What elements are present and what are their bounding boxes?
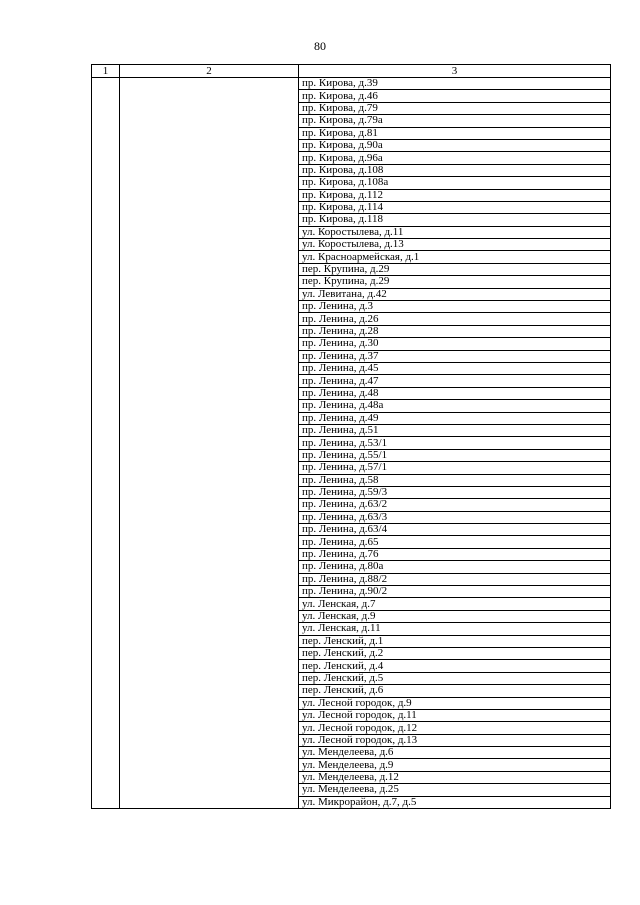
address-cell: пр. Ленина, д.57/1 bbox=[299, 462, 611, 474]
address-cell: ул. Менделеева, д.6 bbox=[299, 747, 611, 759]
cell-col-1 bbox=[92, 177, 120, 189]
cell-col-1 bbox=[92, 561, 120, 573]
cell-col-2 bbox=[120, 102, 299, 114]
cell-col-1 bbox=[92, 251, 120, 263]
cell-col-1 bbox=[92, 78, 120, 90]
address-cell: пр. Ленина, д.30 bbox=[299, 338, 611, 350]
cell-col-1 bbox=[92, 524, 120, 536]
address-cell: ул. Левитана, д.42 bbox=[299, 288, 611, 300]
cell-col-1 bbox=[92, 685, 120, 697]
table-row bbox=[92, 338, 611, 350]
cell-col-2 bbox=[120, 375, 299, 387]
table-row bbox=[92, 325, 611, 337]
address-cell: ул. Красноармейская, д.1 bbox=[299, 251, 611, 263]
table-row bbox=[92, 276, 611, 288]
cell-col-1 bbox=[92, 313, 120, 325]
cell-col-2 bbox=[120, 362, 299, 374]
cell-col-2 bbox=[120, 561, 299, 573]
cell-col-2 bbox=[120, 263, 299, 275]
cell-col-2 bbox=[120, 697, 299, 709]
cell-col-1 bbox=[92, 672, 120, 684]
cell-col-1 bbox=[92, 201, 120, 213]
cell-col-1 bbox=[92, 189, 120, 201]
address-cell: пр. Ленина, д.47 bbox=[299, 375, 611, 387]
address-cell: пер. Ленский, д.2 bbox=[299, 647, 611, 659]
cell-col-2 bbox=[120, 462, 299, 474]
table-row bbox=[92, 499, 611, 511]
cell-col-2 bbox=[120, 647, 299, 659]
cell-col-1 bbox=[92, 325, 120, 337]
cell-col-1 bbox=[92, 462, 120, 474]
cell-col-1 bbox=[92, 709, 120, 721]
table-row bbox=[92, 586, 611, 598]
cell-col-1 bbox=[92, 486, 120, 498]
address-cell: ул. Ленская, д.7 bbox=[299, 598, 611, 610]
table-row bbox=[92, 747, 611, 759]
cell-col-1 bbox=[92, 400, 120, 412]
cell-col-2 bbox=[120, 90, 299, 102]
table-row bbox=[92, 610, 611, 622]
cell-col-1 bbox=[92, 164, 120, 176]
cell-col-2 bbox=[120, 177, 299, 189]
cell-col-1 bbox=[92, 449, 120, 461]
cell-col-1 bbox=[92, 350, 120, 362]
address-cell: пр. Ленина, д.49 bbox=[299, 412, 611, 424]
address-cell: ул. Лесной городок, д.12 bbox=[299, 722, 611, 734]
table-row bbox=[92, 647, 611, 659]
address-cell: пр. Ленина, д.65 bbox=[299, 536, 611, 548]
address-cell: ул. Менделеева, д.9 bbox=[299, 759, 611, 771]
table-row bbox=[92, 251, 611, 263]
address-cell: ул. Лесной городок, д.11 bbox=[299, 709, 611, 721]
cell-col-1 bbox=[92, 747, 120, 759]
table-header-row bbox=[92, 65, 611, 78]
address-cell: пер. Крупина, д.29 bbox=[299, 276, 611, 288]
address-cell: пер. Крупина, д.29 bbox=[299, 263, 611, 275]
table-row bbox=[92, 722, 611, 734]
cell-col-1 bbox=[92, 548, 120, 560]
cell-col-2 bbox=[120, 747, 299, 759]
cell-col-1 bbox=[92, 647, 120, 659]
cell-col-2 bbox=[120, 499, 299, 511]
table-row bbox=[92, 387, 611, 399]
cell-col-2 bbox=[120, 586, 299, 598]
cell-col-2 bbox=[120, 214, 299, 226]
cell-col-2 bbox=[120, 685, 299, 697]
address-cell: пер. Ленский, д.1 bbox=[299, 635, 611, 647]
table-row bbox=[92, 771, 611, 783]
cell-col-1 bbox=[92, 102, 120, 114]
cell-col-1 bbox=[92, 759, 120, 771]
cell-col-1 bbox=[92, 288, 120, 300]
cell-col-2 bbox=[120, 536, 299, 548]
cell-col-1 bbox=[92, 412, 120, 424]
cell-col-2 bbox=[120, 598, 299, 610]
address-cell: ул. Коростылева, д.11 bbox=[299, 226, 611, 238]
address-cell: ул. Ленская, д.11 bbox=[299, 623, 611, 635]
cell-col-1 bbox=[92, 276, 120, 288]
cell-col-2 bbox=[120, 189, 299, 201]
cell-col-1 bbox=[92, 722, 120, 734]
cell-col-2 bbox=[120, 635, 299, 647]
table-row bbox=[92, 375, 611, 387]
table-row bbox=[92, 201, 611, 213]
cell-col-2 bbox=[120, 548, 299, 560]
cell-col-2 bbox=[120, 437, 299, 449]
cell-col-2 bbox=[120, 449, 299, 461]
address-cell: ул. Коростылева, д.13 bbox=[299, 239, 611, 251]
column-header-3: 3 bbox=[299, 65, 611, 78]
address-cell: пр. Ленина, д.48 bbox=[299, 387, 611, 399]
address-cell: ул. Ленская, д.9 bbox=[299, 610, 611, 622]
cell-col-2 bbox=[120, 771, 299, 783]
address-cell: пр. Кирова, д.112 bbox=[299, 189, 611, 201]
cell-col-1 bbox=[92, 437, 120, 449]
address-cell: пр. Ленина, д.63/4 bbox=[299, 524, 611, 536]
address-cell: пер. Ленский, д.6 bbox=[299, 685, 611, 697]
cell-col-2 bbox=[120, 784, 299, 796]
cell-col-1 bbox=[92, 90, 120, 102]
cell-col-1 bbox=[92, 375, 120, 387]
table-row bbox=[92, 486, 611, 498]
cell-col-2 bbox=[120, 412, 299, 424]
cell-col-1 bbox=[92, 598, 120, 610]
cell-col-2 bbox=[120, 474, 299, 486]
cell-col-1 bbox=[92, 499, 120, 511]
table-row bbox=[92, 573, 611, 585]
cell-col-1 bbox=[92, 635, 120, 647]
table-row bbox=[92, 115, 611, 127]
table-row bbox=[92, 784, 611, 796]
cell-col-2 bbox=[120, 722, 299, 734]
address-cell: пр. Кирова, д.108 bbox=[299, 164, 611, 176]
cell-col-1 bbox=[92, 152, 120, 164]
cell-col-2 bbox=[120, 573, 299, 585]
address-cell: пр. Ленина, д.76 bbox=[299, 548, 611, 560]
table-row bbox=[92, 524, 611, 536]
address-cell: пр. Ленина, д.28 bbox=[299, 325, 611, 337]
cell-col-2 bbox=[120, 276, 299, 288]
table-row bbox=[92, 288, 611, 300]
cell-col-2 bbox=[120, 796, 299, 808]
table-row bbox=[92, 672, 611, 684]
table-row bbox=[92, 437, 611, 449]
table-row bbox=[92, 263, 611, 275]
cell-col-2 bbox=[120, 127, 299, 139]
cell-col-2 bbox=[120, 239, 299, 251]
table-row bbox=[92, 623, 611, 635]
address-cell: пр. Кирова, д.79а bbox=[299, 115, 611, 127]
table-row bbox=[92, 362, 611, 374]
table-row bbox=[92, 449, 611, 461]
table-row bbox=[92, 796, 611, 808]
cell-col-1 bbox=[92, 796, 120, 808]
address-cell: ул. Микрорайон, д.7, д.5 bbox=[299, 796, 611, 808]
table-row bbox=[92, 152, 611, 164]
table-row bbox=[92, 412, 611, 424]
cell-col-1 bbox=[92, 771, 120, 783]
cell-col-1 bbox=[92, 424, 120, 436]
address-cell: пр. Ленина, д.26 bbox=[299, 313, 611, 325]
address-cell: ул. Менделеева, д.12 bbox=[299, 771, 611, 783]
cell-col-1 bbox=[92, 214, 120, 226]
cell-col-2 bbox=[120, 400, 299, 412]
table-row bbox=[92, 759, 611, 771]
address-cell: пр. Ленина, д.88/2 bbox=[299, 573, 611, 585]
address-cell: ул. Лесной городок, д.9 bbox=[299, 697, 611, 709]
cell-col-1 bbox=[92, 511, 120, 523]
address-cell: пр. Ленина, д.3 bbox=[299, 301, 611, 313]
address-cell: пр. Ленина, д.51 bbox=[299, 424, 611, 436]
address-cell: пр. Ленина, д.53/1 bbox=[299, 437, 611, 449]
table-row bbox=[92, 127, 611, 139]
address-cell: пр. Ленина, д.58 bbox=[299, 474, 611, 486]
cell-col-2 bbox=[120, 325, 299, 337]
cell-col-2 bbox=[120, 387, 299, 399]
table-row bbox=[92, 214, 611, 226]
table-row bbox=[92, 536, 611, 548]
page-number: 80 bbox=[314, 39, 326, 53]
table-row bbox=[92, 301, 611, 313]
table-row bbox=[92, 462, 611, 474]
cell-col-1 bbox=[92, 573, 120, 585]
cell-col-2 bbox=[120, 115, 299, 127]
cell-col-1 bbox=[92, 387, 120, 399]
table-row bbox=[92, 313, 611, 325]
address-cell: пр. Кирова, д.90а bbox=[299, 139, 611, 151]
cell-col-2 bbox=[120, 623, 299, 635]
address-cell: пр. Ленина, д.45 bbox=[299, 362, 611, 374]
address-cell: пр. Ленина, д.59/3 bbox=[299, 486, 611, 498]
cell-col-1 bbox=[92, 226, 120, 238]
cell-col-2 bbox=[120, 152, 299, 164]
cell-col-1 bbox=[92, 362, 120, 374]
cell-col-1 bbox=[92, 239, 120, 251]
cell-col-2 bbox=[120, 251, 299, 263]
cell-col-2 bbox=[120, 78, 299, 90]
address-cell: пр. Кирова, д.114 bbox=[299, 201, 611, 213]
cell-col-1 bbox=[92, 338, 120, 350]
table-row bbox=[92, 400, 611, 412]
address-cell: пер. Ленский, д.4 bbox=[299, 660, 611, 672]
cell-col-2 bbox=[120, 164, 299, 176]
cell-col-1 bbox=[92, 115, 120, 127]
address-table bbox=[91, 64, 611, 809]
table-row bbox=[92, 685, 611, 697]
cell-col-1 bbox=[92, 734, 120, 746]
table-row bbox=[92, 90, 611, 102]
table-row bbox=[92, 177, 611, 189]
cell-col-1 bbox=[92, 536, 120, 548]
table-row bbox=[92, 350, 611, 362]
table-row bbox=[92, 548, 611, 560]
cell-col-2 bbox=[120, 313, 299, 325]
address-cell: ул. Менделеева, д.25 bbox=[299, 784, 611, 796]
table-row bbox=[92, 598, 611, 610]
table-row bbox=[92, 226, 611, 238]
cell-col-1 bbox=[92, 784, 120, 796]
cell-col-2 bbox=[120, 734, 299, 746]
table-row bbox=[92, 635, 611, 647]
address-cell: пр. Ленина, д.48а bbox=[299, 400, 611, 412]
cell-col-2 bbox=[120, 350, 299, 362]
table-row bbox=[92, 164, 611, 176]
table-row bbox=[92, 709, 611, 721]
address-cell: пер. Ленский, д.5 bbox=[299, 672, 611, 684]
cell-col-2 bbox=[120, 524, 299, 536]
cell-col-2 bbox=[120, 511, 299, 523]
cell-col-1 bbox=[92, 610, 120, 622]
cell-col-2 bbox=[120, 338, 299, 350]
table-row bbox=[92, 139, 611, 151]
cell-col-1 bbox=[92, 697, 120, 709]
cell-col-2 bbox=[120, 759, 299, 771]
cell-col-2 bbox=[120, 610, 299, 622]
cell-col-2 bbox=[120, 486, 299, 498]
address-cell: пр. Ленина, д.63/3 bbox=[299, 511, 611, 523]
table-body bbox=[92, 78, 611, 809]
cell-col-2 bbox=[120, 201, 299, 213]
table-row bbox=[92, 424, 611, 436]
cell-col-2 bbox=[120, 301, 299, 313]
address-cell: ул. Лесной городок, д.13 bbox=[299, 734, 611, 746]
table-row bbox=[92, 697, 611, 709]
table-row bbox=[92, 102, 611, 114]
table-row bbox=[92, 561, 611, 573]
cell-col-2 bbox=[120, 226, 299, 238]
table-row bbox=[92, 474, 611, 486]
table-row bbox=[92, 239, 611, 251]
cell-col-2 bbox=[120, 139, 299, 151]
address-cell: пр. Кирова, д.96а bbox=[299, 152, 611, 164]
address-cell: пр. Ленина, д.90/2 bbox=[299, 586, 611, 598]
address-cell: пр. Кирова, д.118 bbox=[299, 214, 611, 226]
cell-col-2 bbox=[120, 672, 299, 684]
column-header-1: 1 bbox=[92, 65, 120, 78]
cell-col-1 bbox=[92, 301, 120, 313]
table-row bbox=[92, 734, 611, 746]
cell-col-1 bbox=[92, 139, 120, 151]
address-cell: пр. Ленина, д.37 bbox=[299, 350, 611, 362]
address-cell: пр. Кирова, д.79 bbox=[299, 102, 611, 114]
cell-col-1 bbox=[92, 586, 120, 598]
address-cell: пр. Кирова, д.108а bbox=[299, 177, 611, 189]
cell-col-1 bbox=[92, 263, 120, 275]
table-row bbox=[92, 660, 611, 672]
cell-col-2 bbox=[120, 288, 299, 300]
cell-col-1 bbox=[92, 474, 120, 486]
cell-col-2 bbox=[120, 424, 299, 436]
table-row bbox=[92, 189, 611, 201]
address-cell: пр. Ленина, д.80а bbox=[299, 561, 611, 573]
column-header-2: 2 bbox=[120, 65, 299, 78]
cell-col-2 bbox=[120, 660, 299, 672]
address-cell: пр. Ленина, д.55/1 bbox=[299, 449, 611, 461]
cell-col-1 bbox=[92, 623, 120, 635]
cell-col-2 bbox=[120, 709, 299, 721]
address-cell: пр. Кирова, д.81 bbox=[299, 127, 611, 139]
address-cell: пр. Ленина, д.63/2 bbox=[299, 499, 611, 511]
cell-col-1 bbox=[92, 660, 120, 672]
address-cell: пр. Кирова, д.46 bbox=[299, 90, 611, 102]
address-cell: пр. Кирова, д.39 bbox=[299, 78, 611, 90]
cell-col-1 bbox=[92, 127, 120, 139]
table-row bbox=[92, 78, 611, 90]
table-row bbox=[92, 511, 611, 523]
